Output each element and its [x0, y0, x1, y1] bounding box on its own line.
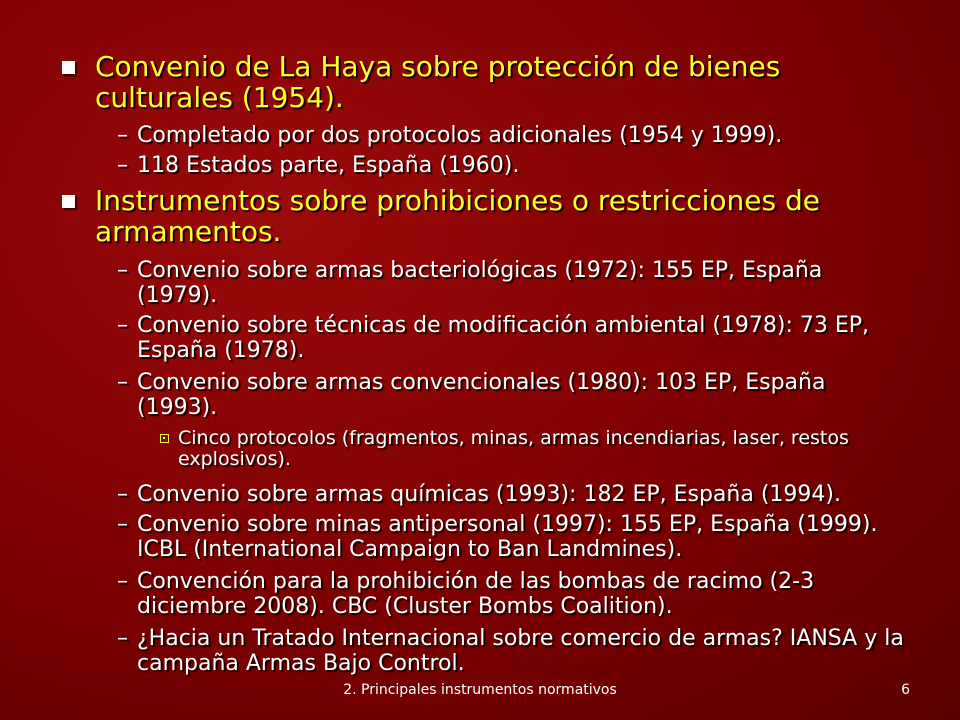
bullet-text: Instrumentos sobre prohibiciones o restricciones de armamentos.: [95, 184, 821, 248]
dash-icon: –: [117, 626, 128, 651]
subbullet-text: ¿Hacia un Tratado Internacional sobre comercio de armas? IANSA y la campaña Armas Bajo Control.: [137, 626, 904, 676]
dash-icon: –: [117, 123, 128, 148]
dash-icon: –: [117, 512, 128, 537]
dash-icon: –: [117, 153, 128, 178]
page-number: 6: [901, 682, 910, 698]
subbullet-text: Convenio sobre armas químicas (1993): 182 EP, España (1994).: [137, 482, 841, 507]
dash-icon: –: [117, 370, 128, 395]
subbullet-text: Convenio sobre armas bacteriológicas (1972): 155 EP, España (1979).: [137, 258, 823, 308]
subbullet-text: Convención para la prohibición de las bombas de racimo (2-3 diciembre 2008). CBC (Cluster Bombs Coalition).: [137, 569, 815, 619]
dash-icon: –: [117, 313, 128, 338]
square-bullet-icon: [62, 61, 75, 74]
subbullet-text: Convenio sobre minas antipersonal (1997): 155 EP, España (1999). ICBL (International Campaign to Ban Landmines).: [137, 512, 878, 562]
dash-icon: –: [117, 482, 128, 507]
subbullet-text: Convenio sobre técnicas de modificación ambiental (1978): 73 EP, España (1978).: [137, 313, 870, 363]
subbullet-text: Convenio sobre armas convencionales (1980): 103 EP, España (1993).: [137, 370, 826, 420]
dash-icon: –: [117, 258, 128, 283]
dash-icon: –: [117, 569, 128, 594]
subsubbullet-text: Cinco protocolos (fragmentos, minas, armas incendiarias, laser, restos explosivos).: [178, 427, 849, 470]
bullet-text: Convenio de La Haya sobre protección de bienes culturales (1954).: [95, 50, 781, 114]
footer-title: 2. Principales instrumentos normativos: [343, 682, 617, 698]
square-outline-bullet-icon: [160, 434, 169, 443]
subbullet-text: Completado por dos protocolos adicionales (1954 y 1999).: [137, 123, 783, 148]
subbullet-text: 118 Estados parte, España (1960).: [137, 153, 520, 178]
square-bullet-icon: [62, 195, 75, 208]
